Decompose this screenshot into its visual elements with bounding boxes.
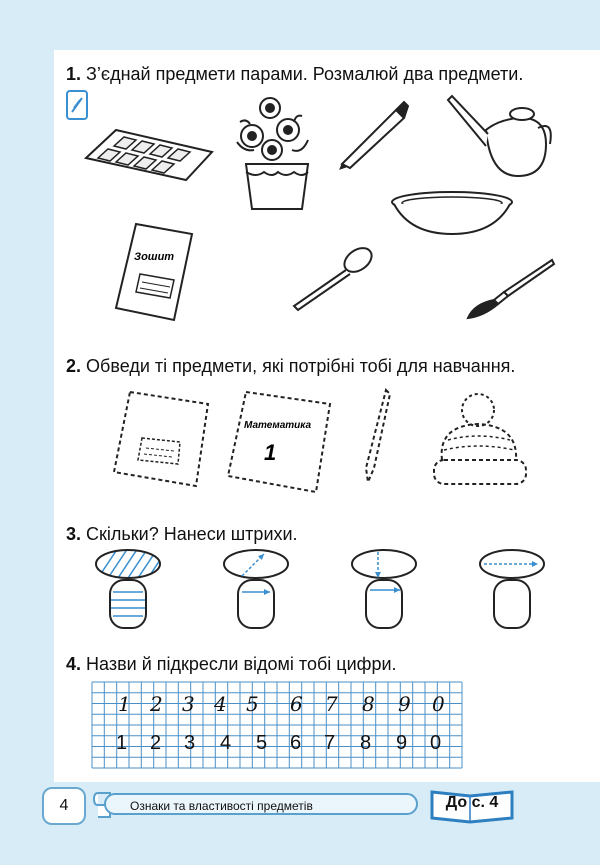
printed-digit: 8 [360, 732, 372, 754]
math-book-number: 1 [264, 440, 277, 465]
handwritten-digit: 3 [182, 692, 195, 716]
printed-digit: 0 [430, 732, 442, 754]
dashed-notebook-picture [108, 390, 210, 488]
pencil-mark-icon [66, 90, 88, 120]
shape-set-4 [478, 548, 548, 630]
printed-digit: 7 [324, 732, 336, 754]
watering-can-picture [446, 92, 556, 178]
shape-set-3 [350, 548, 420, 630]
pen-picture [338, 100, 410, 170]
notebook-label: Зошит [134, 251, 175, 263]
printed-digit: 1 [116, 732, 128, 754]
printed-digit-row [92, 732, 462, 762]
shape-set-2 [222, 548, 292, 630]
notebook-picture [112, 222, 194, 322]
handwritten-digit: 1 [118, 692, 131, 716]
printed-digit: 4 [220, 732, 232, 754]
shape-set-1 [94, 548, 164, 630]
dashed-math-book-picture [224, 390, 334, 494]
paint-box-picture [86, 130, 216, 180]
printed-digit: 9 [396, 732, 408, 754]
flower-pot-picture [232, 94, 322, 214]
printed-digit: 2 [150, 732, 162, 754]
handwritten-digit: 5 [246, 692, 259, 716]
page-number: 4 [42, 787, 86, 825]
plate-picture [390, 190, 514, 236]
task-1-title: 1. З’єднай предмети парами. Розмалюй два предмети. [66, 64, 524, 84]
handwritten-digit: 2 [150, 692, 163, 716]
task-2-title: 2. Обведи ті предмети, які потрібні тобі для навчання. [66, 356, 516, 376]
topic-banner: Ознаки та властивості предметів [104, 793, 418, 815]
printed-digit: 3 [184, 732, 196, 754]
reference-label: До с. 4 [445, 794, 499, 811]
task-3-title: 3. Скільки? Нанеси штрихи. [66, 524, 298, 544]
printed-digit: 5 [256, 732, 268, 754]
printed-digit: 6 [290, 732, 302, 754]
handwritten-digit: 7 [325, 692, 338, 716]
handwritten-digit: 6 [290, 692, 303, 716]
handwritten-digit: 8 [362, 692, 375, 716]
task-4-title: 4. Назви й підкресли відомі тобі цифри. [66, 654, 397, 674]
brush-picture [464, 258, 556, 320]
dashed-hat-picture [428, 390, 532, 488]
spoon-picture [290, 244, 376, 312]
dashed-pencil-picture [360, 388, 394, 484]
math-book-label: Математика [244, 420, 312, 431]
handwritten-digit-row [92, 692, 462, 722]
handwritten-digit: 9 [398, 692, 411, 716]
handwritten-digit: 4 [214, 692, 227, 716]
handwritten-digit: 0 [432, 692, 445, 716]
